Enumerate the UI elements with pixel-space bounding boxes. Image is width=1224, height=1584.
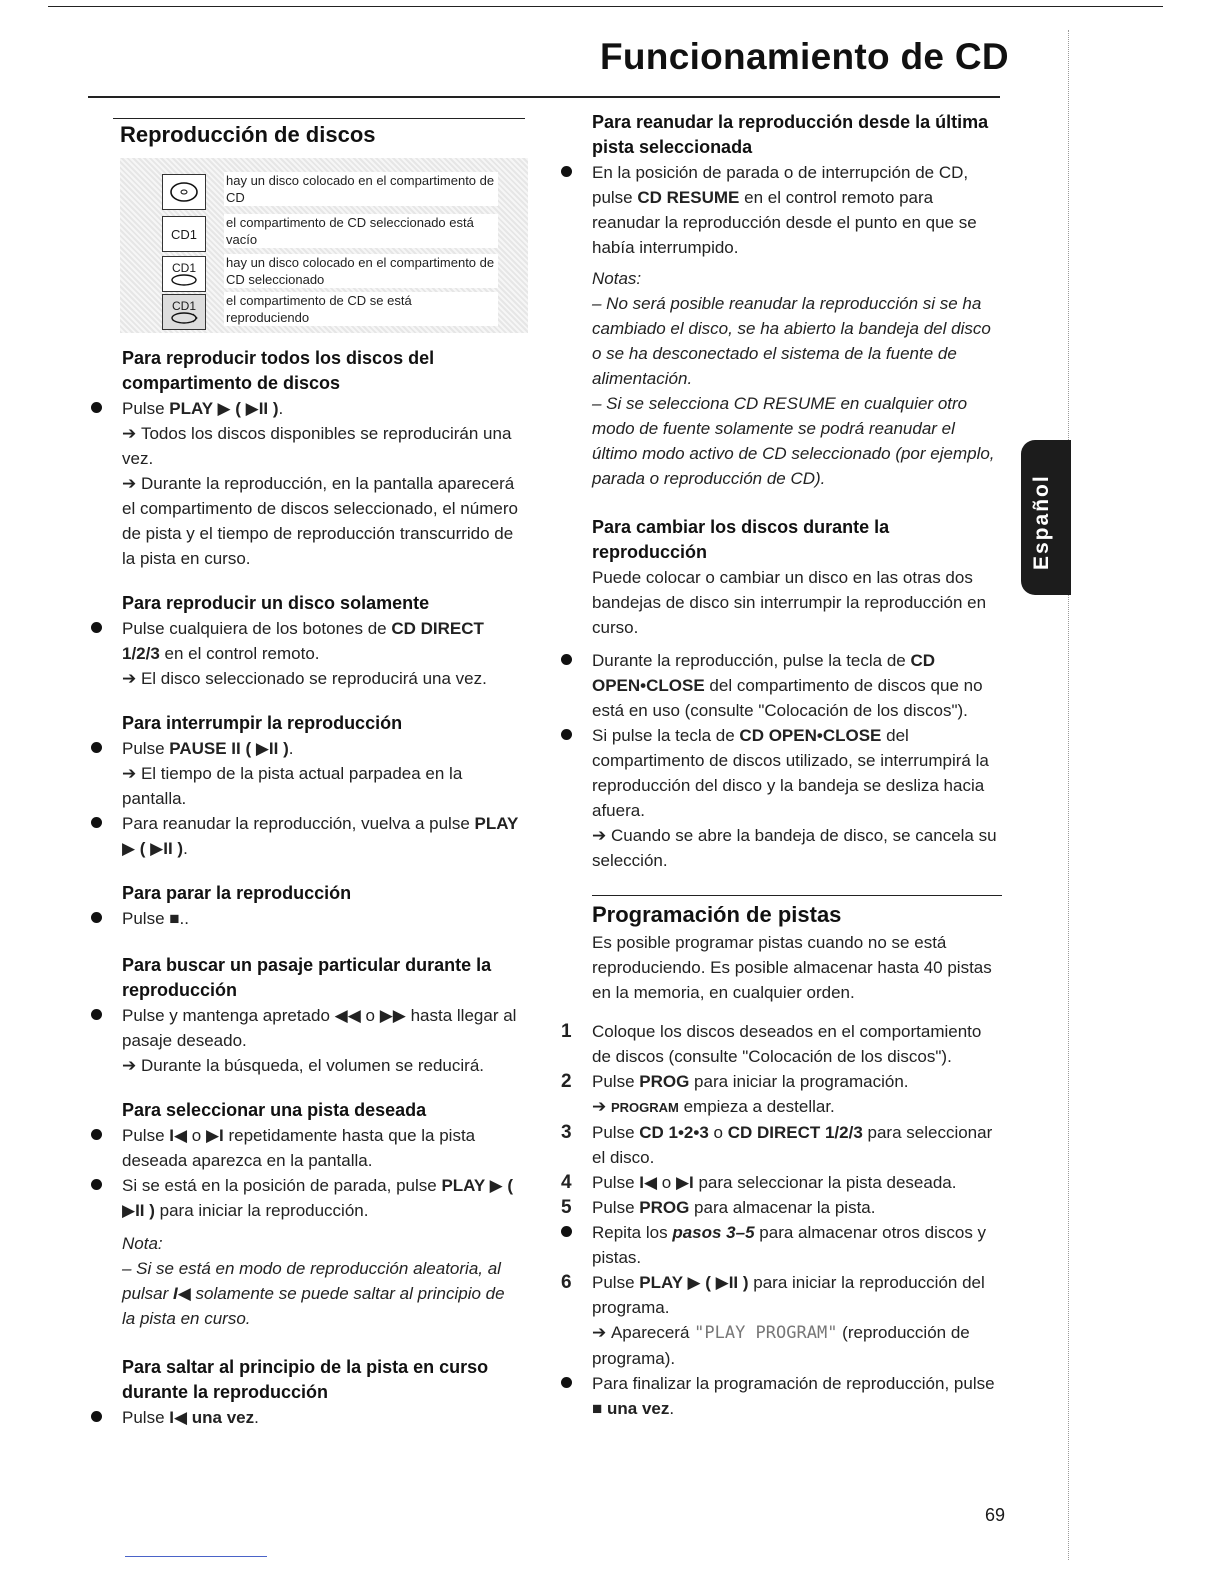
bullet-item: En la posición de parada o de interrupción de CD, pulse CD RESUME en el control remoto para reanudar la reproducción desde el punto en que se había interrumpido. [592, 160, 1002, 260]
arrow-icon: ➔ [592, 1097, 611, 1116]
step-item: 1 Coloque los discos deseados en el comportamiento de discos (consulte "Colocación de los discos"). [561, 1021, 982, 1066]
section-rule [592, 895, 1002, 896]
section-rule [113, 118, 525, 119]
legend-text: hay un disco colocado en el compartimento de CD [224, 172, 498, 206]
arrow-icon: ➔ [122, 1056, 141, 1075]
cd1-disc-icon [162, 256, 206, 292]
result-line: ➔ Durante la búsqueda, el volumen se reducirá. [122, 1056, 485, 1075]
bullet-item: Para finalizar la programación de reproducción, pulse ■ una vez. [592, 1371, 1002, 1421]
program-steps [561, 1019, 1002, 1421]
cd1-disc-label: CD1 [171, 261, 196, 275]
bullet-item: Para reanudar la reproducción, vuelva a pulse PLAY ▶ ( ▶II ). [122, 811, 522, 861]
step-item: 4 Pulse I◀ o ▶I para seleccionar la pista deseada. [561, 1172, 957, 1193]
block-restart-track [122, 1355, 522, 1430]
stop-key-icon: ■ [169, 909, 180, 928]
cd-direct-key: CD DIRECT 1/2/3 [122, 619, 484, 663]
previous-key-icon: I◀ [639, 1173, 658, 1192]
heading-stop: Para parar la reproducción [122, 883, 352, 903]
top-rule [48, 6, 1163, 7]
heading-select-track: Para seleccionar una pista deseada [122, 1100, 427, 1120]
arrow-icon: ➔ [122, 474, 141, 493]
prog-key: PROG [639, 1072, 690, 1091]
result-line: ➔ PROGRAM empieza a destellar. [592, 1097, 835, 1116]
note-label: Nota: [122, 1234, 163, 1253]
bullet-icon [561, 729, 572, 740]
result-line: ➔ Aparecerá "PLAY PROGRAM" (reproducción de programa). [592, 1323, 970, 1368]
bullet-item: Si pulse la tecla de CD OPEN•CLOSE del compartimento de discos utilizado, se interrumpirá la reproducción del disco y la bandeja se desliza hacia afuera. [592, 723, 1002, 823]
block-play-one [122, 591, 522, 691]
cd1-icon: CD1 [162, 216, 206, 252]
bullet-icon [91, 622, 102, 633]
cd-123-key: CD 1•2•3 [639, 1123, 709, 1142]
bullet-icon [91, 1411, 102, 1422]
stop-key-icon: ■ una vez [592, 1399, 670, 1418]
play-key: PLAY ▶ ( ▶II ) [122, 814, 518, 858]
block-select-track [122, 1098, 522, 1331]
bullet-item: Si se está en la posición de parada, pulse PLAY ▶ ( ▶II ) para iniciar la reproducción. [122, 1173, 522, 1223]
bullet-item: Pulse y mantenga apretado ◀◀ o ▶▶ hasta llegar al pasaje deseado. [122, 1003, 522, 1053]
arrow-icon: ➔ [122, 669, 141, 688]
page-number: 69 [985, 1505, 1006, 1525]
heading-resume: Para reanudar la reproducción desde la última pista seleccionada [592, 112, 989, 157]
cd-direct-key: CD DIRECT 1/2/3 [727, 1123, 863, 1142]
right-column [561, 110, 1002, 1421]
bullet-icon [91, 402, 102, 413]
bullet-icon [91, 1129, 102, 1140]
block-play-all [122, 346, 522, 571]
fast-forward-key-icon: ▶▶ [379, 1006, 406, 1025]
bullet-item: Pulse PAUSE II ( ▶II ). [122, 736, 522, 761]
result-line: ➔ El tiempo de la pista actual parpadea en la pantalla. [122, 764, 463, 808]
play-key: PLAY ▶ ( ▶II ) [169, 399, 279, 418]
bullet-icon [561, 166, 572, 177]
open-close-key: CD OPEN•CLOSE [592, 651, 936, 695]
bottom-rule [125, 1556, 267, 1557]
step-number: 6 [561, 1272, 572, 1293]
step-number: 5 [561, 1197, 572, 1218]
program-indicator: PROGRAM [610, 1100, 679, 1115]
bullet-icon [91, 912, 102, 923]
arrow-icon: ➔ [592, 826, 611, 845]
next-key-icon: ▶I [675, 1173, 694, 1192]
arrow-icon: ➔ [122, 424, 141, 443]
bullet-icon [561, 1377, 572, 1388]
bullet-item: Pulse I◀ una vez. [122, 1405, 522, 1430]
bullet-item: Pulse I◀ o ▶I repetidamente hasta que la pista deseada aparezca en la pantalla. [122, 1123, 522, 1173]
bullet-icon [91, 817, 102, 828]
bullet-icon [91, 1009, 102, 1020]
block-change-discs [592, 515, 1002, 873]
block-stop [122, 881, 522, 931]
bullet-icon [91, 1179, 102, 1190]
previous-key-icon: I◀ [173, 1284, 191, 1303]
play-key: PLAY ▶ ( ▶II ) [639, 1273, 749, 1292]
previous-once-key: I◀ una vez [169, 1408, 255, 1427]
section-title-playback: Reproducción de discos [120, 122, 376, 147]
arrow-icon: ➔ [122, 764, 141, 783]
page-edge-rule [1068, 30, 1069, 1560]
heading-search: Para buscar un pasaje particular durante la reproducción [122, 955, 492, 1000]
note-text: – Si se está en modo de reproducción aleatoria, al pulsar I◀ solamente se puede saltar al principio de la pista en curso. [122, 1259, 505, 1328]
next-key-icon: ▶I [205, 1126, 224, 1145]
heading-restart-track: Para saltar al principio de la pista en curso durante la reproducción [122, 1357, 489, 1402]
cd1-playing-label: CD1 [171, 299, 196, 313]
section-title-programming: Programación de pistas [592, 902, 842, 927]
legend-text: el compartimento de CD se está reproduciendo [224, 292, 498, 326]
result-line: ➔ Durante la reproducción, en la pantalla aparecerá el compartimento de discos seleccionado, el número de pista y el tiempo de reproducción transcurrido de la pista en curso. [122, 474, 518, 568]
heading-play-one: Para reproducir un disco solamente [122, 593, 430, 613]
step-item: 2 Pulse PROG para iniciar la programación. [561, 1071, 909, 1092]
result-line: ➔ Cuando se abre la bandeja de disco, se cancela su selección. [592, 826, 997, 870]
result-line: ➔ Todos los discos disponibles se reproducirán una vez. [122, 424, 512, 468]
bullet-item: Pulse cualquiera de los botones de CD DIRECT 1/2/3 en el control remoto. [122, 616, 522, 666]
note-text: – No será posible reanudar la reproducción si se ha cambiado el disco, se ha abierto la bandeja del disco o se ha desconectado el sistema de la fuente de alimentación. [592, 294, 991, 388]
step-item: 3 Pulse CD 1•2•3 o CD DIRECT 1/2/3 para seleccionar el disco. [561, 1122, 993, 1167]
rewind-key-icon: ◀◀ [334, 1006, 361, 1025]
step-number: 1 [561, 1021, 572, 1042]
step-item: 6 Pulse PLAY ▶ ( ▶II ) para iniciar la reproducción del programa. [561, 1272, 985, 1317]
previous-key-icon: I◀ [169, 1126, 188, 1145]
step-item: 5 Pulse PROG para almacenar la pista. [561, 1197, 876, 1218]
bullet-icon [561, 1226, 572, 1237]
disc-icon [162, 174, 206, 210]
step-number: 3 [561, 1122, 572, 1143]
display-legend [120, 158, 528, 333]
bullet-item: Repita los pasos 3–5 para almacenar otros discos y pistas. [592, 1220, 1002, 1270]
intro-text: Es posible programar pistas cuando no se está reproduciendo. Es posible almacenar hasta 40 pistas en la memoria, en cualquier orden. [592, 933, 992, 1002]
cd1-playing-icon [162, 294, 206, 330]
play-key: PLAY ▶ ( ▶II ) [122, 1176, 514, 1220]
heading-play-all: Para reproducir todos los discos del compartimento de discos [122, 348, 435, 393]
bullet-item: Pulse ■.. [122, 906, 522, 931]
bullet-icon [561, 654, 572, 665]
heading-pause: Para interrumpir la reproducción [122, 713, 403, 733]
arrow-icon: ➔ [592, 1323, 611, 1342]
block-resume [592, 110, 1002, 491]
bullet-icon [91, 742, 102, 753]
step-number: 2 [561, 1071, 572, 1092]
prog-key: PROG [639, 1198, 690, 1217]
block-pause [122, 711, 522, 861]
note-text: – Si se selecciona CD RESUME en cualquier otro modo de fuente solamente se podrá reanudar el último modo activo de CD seleccionado (por ejemplo, parada o reproducción de CD). [592, 394, 995, 488]
block-search [122, 953, 522, 1078]
lcd-display-text: "PLAY PROGRAM" [694, 1323, 838, 1343]
steps-reference: pasos 3–5 [672, 1223, 755, 1242]
left-column [122, 346, 522, 1430]
notes-label: Notas: [592, 269, 642, 288]
cd-resume-key: CD RESUME [637, 188, 740, 207]
pause-key: PAUSE II ( ▶II ) [169, 739, 289, 758]
bullet-item: Durante la reproducción, pulse la tecla de CD OPEN•CLOSE del compartimento de discos que no está en uso (consulte "Colocación de los discos"). [592, 648, 1002, 723]
legend-text: el compartimento de CD seleccionado está vacío [224, 214, 498, 248]
language-tab-label: Español [1030, 474, 1053, 570]
heading-change-discs: Para cambiar los discos durante la reproducción [592, 517, 890, 562]
step-number: 4 [561, 1172, 572, 1193]
page-title: Funcionamiento de CD [600, 36, 1009, 77]
title-rule [88, 96, 1000, 98]
intro-text: Puede colocar o cambiar un disco en las otras dos bandejas de disco sin interrumpir la reproducción en curso. [592, 568, 987, 637]
bullet-item: Pulse PLAY ▶ ( ▶II ). [122, 396, 522, 421]
legend-text: hay un disco colocado en el compartimento de CD seleccionado [224, 254, 498, 288]
open-close-key: CD OPEN•CLOSE [739, 726, 882, 745]
result-line: ➔ El disco seleccionado se reproducirá una vez. [122, 669, 487, 688]
